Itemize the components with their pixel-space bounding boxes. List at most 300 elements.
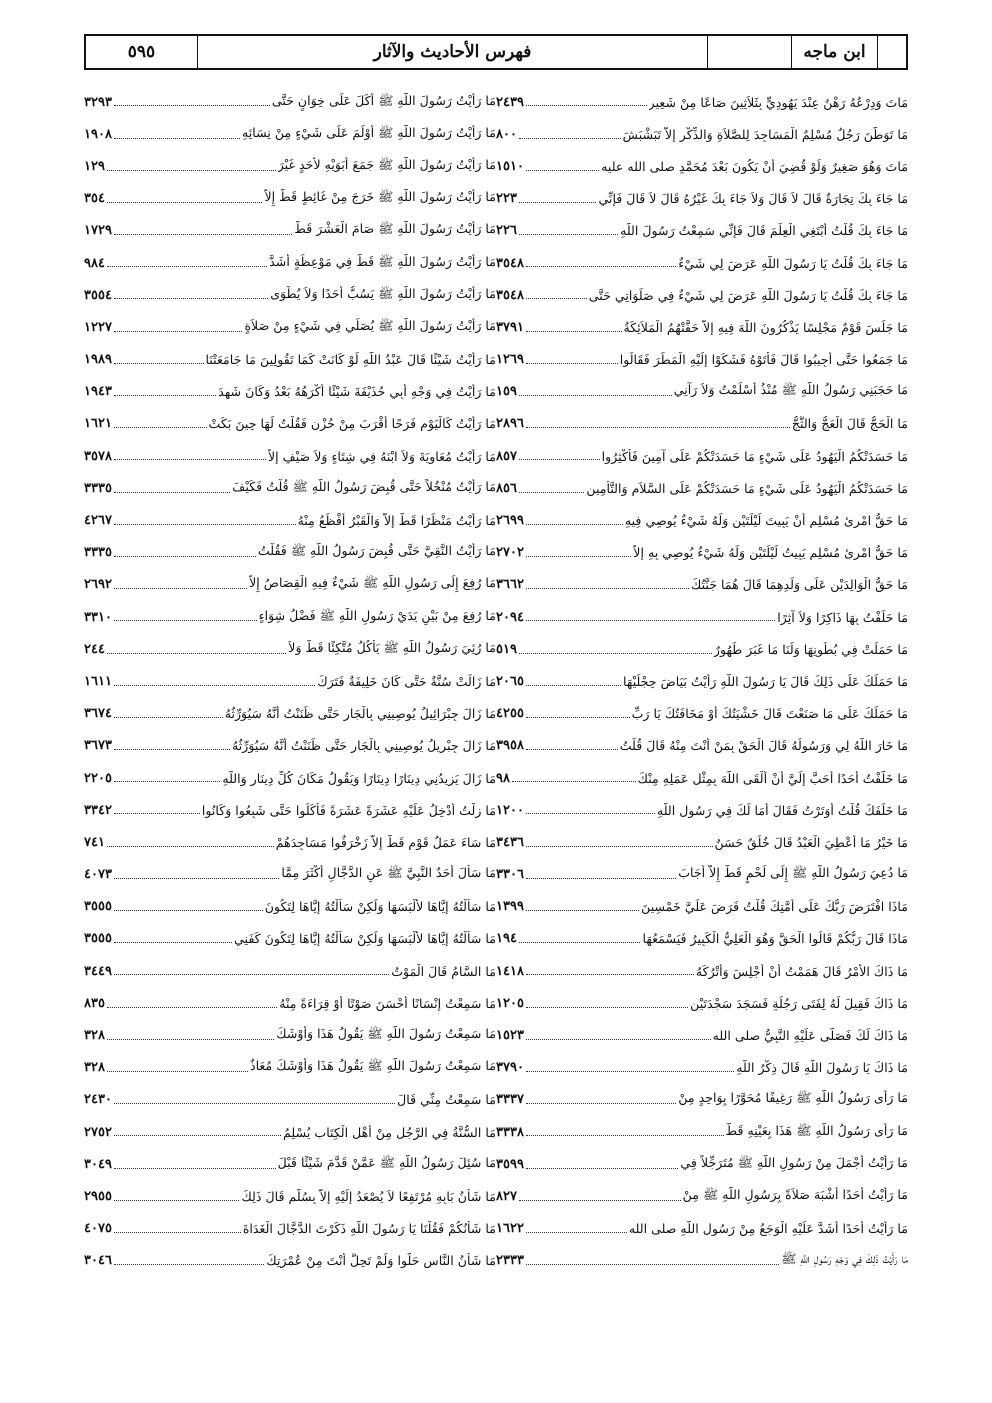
leader-dots bbox=[114, 581, 247, 590]
leader-dots bbox=[114, 130, 240, 139]
index-entry bbox=[496, 1180, 908, 1212]
leader-dots bbox=[526, 516, 623, 525]
leader-dots bbox=[114, 1096, 395, 1105]
index-entry bbox=[496, 1084, 908, 1116]
index-entry bbox=[496, 633, 908, 665]
entry-number: ٣٩٥٨ bbox=[496, 738, 524, 754]
entry-text: مَا السَّامُ قَالَ الْمَوْتُ bbox=[391, 963, 496, 979]
leader-dots bbox=[519, 484, 584, 493]
leader-dots bbox=[114, 516, 296, 525]
leader-dots bbox=[114, 806, 200, 815]
entry-number: ٢٣٣٣ bbox=[496, 1253, 524, 1269]
entry-number: ٤٢٥٥ bbox=[496, 706, 524, 722]
entry-number: ٢٢٣ bbox=[496, 191, 517, 207]
leader-dots bbox=[114, 98, 270, 107]
leader-dots bbox=[114, 1160, 276, 1169]
entry-number: ٢٨٩٦ bbox=[496, 416, 524, 432]
entry-text: مَا رُئِيَ رَسُولُ اللَّهِ ﷺ يَأْكُلُ مُتَّكِئًا قَطُّ وَلاَ bbox=[288, 639, 496, 655]
entry-number: ٣٧٩١ bbox=[496, 319, 524, 335]
entry-number: ٣٥٥٥ bbox=[84, 931, 112, 947]
entry-number: ٣٥٤ bbox=[84, 191, 105, 207]
entry-text: مَا جَلَسَ قَوْمٌ مَجْلِسًا يَذْكُرُونَ اللَّهَ فِيهِ إِلاَّ حَفَّتْهُمُ الْمَلاَئِكَةُ bbox=[623, 319, 908, 335]
entry-number: ٤٢٦٧ bbox=[84, 513, 112, 529]
entry-text: مَا رَأَيْتُ مُعَاوِيَةَ وَلاَ ابْنَهُ فِي شِتَاءٍ وَلاَ صَيْفٍ إِلاَّ bbox=[268, 448, 496, 464]
leader-dots bbox=[114, 742, 230, 751]
entry-text: مَا زَالَ جِبْرَائِيلُ يُوصِينِي بِالْجَارِ حَتَّى ظَنَنْتُ أَنَّهُ سَيُوَرِّثُهُ bbox=[224, 706, 496, 722]
entry-text: مَا جَاءَ بِكَ قُلْتُ يَا رَسُولَ اللَّهِ عَرَضَ لِي شَيْءٌ فِي صَلَوَاتِي حَتَّى bbox=[588, 287, 908, 303]
index-entry bbox=[84, 794, 496, 826]
leader-dots bbox=[114, 1192, 240, 1201]
entry-text: مَا حَقُّ امْرِئٍ مُسْلِمٍ يَبِيتُ لَيْلَتَيْنِ وَلَهُ شَيْءٌ يُوصِي بِهِ إِلاَّ bbox=[633, 545, 908, 561]
index-entry bbox=[496, 472, 908, 504]
entry-number: ١٧٢٩ bbox=[84, 223, 112, 239]
entry-text: مَا شَأْنُكُمْ فَقُلْنَا يَا رَسُولَ اللَّهِ ذَكَرْتَ الدَّجَّالَ الْغَدَاةَ bbox=[242, 1221, 496, 1237]
index-entry bbox=[84, 1116, 496, 1148]
index-entry bbox=[84, 86, 496, 118]
entry-text: مَا رَأَيْتُ أَحَدًا أَشْبَهَ صَلاَةً بِرَسُولِ اللَّهِ ﷺ مِنْ bbox=[682, 1186, 908, 1202]
entry-text: مَا رَأَيْتُ فِي وَجْهِ أَبِي حُذَيْفَةَ شَيْئًا أَكْرَهُهُ بَعْدُ وَكَانَ شَهِدَ bbox=[218, 384, 496, 400]
leader-dots bbox=[114, 1224, 241, 1233]
index-entry bbox=[496, 1019, 908, 1051]
entry-number: ١٥٩ bbox=[496, 384, 517, 400]
entry-number: ٣٦٦٢ bbox=[496, 577, 524, 593]
entry-text: مَا سَمِعْتُ مِنِّي قَالَ bbox=[397, 1092, 496, 1108]
index-entry bbox=[84, 859, 496, 891]
entry-number: ٢٤٣٩ bbox=[496, 94, 524, 110]
index-entry bbox=[496, 698, 908, 730]
index-entry bbox=[84, 762, 496, 794]
entry-text: مَا شَأْنُ النَّاسِ حَلُّوا وَلَمْ تَحِلَّ أَنْتَ مِنْ عُمْرَتِكَ bbox=[266, 1253, 496, 1269]
entry-number: ٣٦٧٤ bbox=[84, 706, 112, 722]
entry-number: ٣٤٣٦ bbox=[496, 834, 524, 850]
entry-text: مَا سَأَلْتُهُ إِيَّاهَا لأَلْبَسَهَا وَلَكِنْ سَأَلْتُهُ إِيَّاهَا لِتَكُونَ كَفَنِي bbox=[234, 931, 496, 947]
index-entry bbox=[84, 279, 496, 311]
entry-text: مَا ذَاكَ لَكَ فَصَلَّى عَلَيْهِ النَّبِيُّ صلى الله bbox=[712, 1028, 908, 1044]
entry-text: مَا خَلَّفْتُ أَحَدًا أَحَبَّ إِلَيَّ أَنْ أَلْقَى اللَّهَ بِمِثْلِ عَمَلِهِ مِنْكَ bbox=[637, 770, 908, 786]
index-entry bbox=[84, 665, 496, 697]
entry-number: ١٦٢٢ bbox=[496, 1221, 524, 1237]
leader-dots bbox=[526, 98, 647, 107]
entry-text: مَا شَأْنُ بَابِهِ مُرْتَفِعًا لاَ يُصْعَدُ إِلَيْهِ إِلاَّ بِسُلَّمٍ قَالَ ذَلِكَ bbox=[241, 1188, 496, 1204]
leader-dots bbox=[114, 709, 223, 718]
index-entry bbox=[84, 1019, 496, 1051]
entry-text: مَا خَيْرُ مَا أُعْطِيَ الْعَبْدُ قَالَ خُلُقٌ حَسَنٌ bbox=[714, 834, 908, 850]
leader-dots bbox=[526, 355, 618, 364]
entry-text: مَا سَمِعْتُ إِنْسَانًا أَحْسَنَ صَوْتًا أَوْ قِرَاءَةً مِنْهُ bbox=[279, 995, 496, 1011]
entry-text: مَا رَأَيْتُ كَالْيَوْمِ فَرَحًا أَقْرَبَ مِنْ حُزْنٍ فَقُلْتُ لَهَا حِينَ بَكَتْ bbox=[208, 416, 496, 432]
index-entry bbox=[496, 923, 908, 955]
leader-dots bbox=[519, 227, 618, 236]
index-entry bbox=[84, 1148, 496, 1180]
entry-text: مَا حَمَلَكَ عَلَى ذَلِكَ قَالَ يَا رَسُولَ اللَّهِ رَأَيْتُ بَيَاضَ حِجْلَيْهَا bbox=[623, 673, 908, 689]
leader-dots bbox=[107, 838, 274, 847]
entry-text: مَا سُئِلَ رَسُولُ اللَّهِ ﷺ عَمَّنْ قَدَّمَ شَيْئًا قَبْلَ bbox=[277, 1154, 496, 1170]
leader-dots bbox=[519, 935, 641, 944]
entry-text: مَا زِلْتُ أُدْخِلُ عَلَيْهِ عَشَرَةً عَشَرَةً فَأَكَلُوا حَتَّى شَبِعُوا وَكَانُوا bbox=[201, 802, 496, 818]
leader-dots bbox=[526, 548, 631, 557]
entry-number: ٣٢٩٣ bbox=[84, 94, 112, 110]
index-entry bbox=[84, 826, 496, 858]
entry-number: ٣٣٤٢ bbox=[84, 802, 112, 818]
leader-dots bbox=[107, 1031, 274, 1040]
entry-text: مَا تَوَطَّنَ رَجُلٌ مُسْلِمٌ الْمَسَاجِدَ لِلصَّلاَةِ وَالذِّكْرِ إِلاَّ تَبَشْبَشَ bbox=[622, 126, 908, 142]
index-entry bbox=[84, 633, 496, 665]
entry-text: مَا حَقُّ الْوَالِدَيْنِ عَلَى وَلَدِهِمَا قَالَ هُمَا جَنَّتُكَ bbox=[690, 577, 908, 593]
entry-text: مَاذَا قَالَ رَبُّكُمْ قَالُوا الْحَقَّ وَهُوَ الْعَلِيُّ الْكَبِيرُ فَيَسْمَعُهَا bbox=[642, 931, 908, 947]
index-entry bbox=[496, 440, 908, 472]
index-entry bbox=[84, 923, 496, 955]
leader-dots bbox=[526, 838, 713, 847]
entry-number: ٣٣٣٥ bbox=[84, 480, 112, 496]
entry-text: مَا رَأَيْتُ أَجْمَلَ مِنْ رَسُولِ اللَّهِ ﷺ مُتَرَجِّلاً فِي bbox=[680, 1154, 908, 1170]
index-entry bbox=[496, 504, 908, 536]
leader-dots bbox=[114, 1128, 281, 1137]
index-entry bbox=[84, 118, 496, 150]
entry-text: مَا حَلَفْتُ بِهَا ذَاكِرًا وَلاَ آثِرًا bbox=[777, 609, 908, 625]
entry-number: ١٦٢١ bbox=[84, 416, 112, 432]
index-entry bbox=[496, 987, 908, 1019]
entry-text: مَا جَاءَ بِكَ تِجَارَةٌ قَالَ لاَ قَالَ وَلاَ جَاءَ بِكَ غَيْرُهُ قَالَ لاَ قَالَ فَإِنِّي bbox=[598, 191, 908, 207]
entry-number: ٢٦٩٩ bbox=[496, 513, 524, 529]
page-number: ٥٩٥ bbox=[86, 36, 198, 68]
entry-text: مَا جَاءَ بِكَ قُلْتُ يَا رَسُولَ اللَّهِ عَرَضَ لِي شَيْءٌ bbox=[678, 255, 908, 271]
entry-number: ٨٢٧ bbox=[496, 1188, 517, 1204]
leader-dots bbox=[114, 323, 243, 332]
index-entry bbox=[496, 826, 908, 858]
index-entry bbox=[496, 1213, 908, 1245]
entry-text: مَا الْحَجُّ قَالَ الْعَجُّ وَالثَّجُّ bbox=[791, 416, 908, 432]
page-header bbox=[84, 34, 908, 70]
right-column bbox=[496, 86, 908, 1366]
index-entry bbox=[496, 247, 908, 279]
leader-dots bbox=[526, 259, 676, 268]
entry-text: مَا حَسَدَتْكُمُ الْيَهُودُ عَلَى شَيْءٍ مَا حَسَدَتْكُمْ عَلَى السَّلاَمِ وَالتَّأْمِينِ bbox=[586, 480, 908, 496]
index-entry bbox=[84, 891, 496, 923]
index-entry bbox=[84, 247, 496, 279]
index-entry bbox=[84, 1213, 496, 1245]
leader-dots bbox=[526, 291, 587, 300]
index-entry bbox=[496, 859, 908, 891]
entry-text: مَا سَمِعْتُ رَسُولَ اللَّهِ ﷺ يَقُولُ هَذَا وَأَوْشَكَ مُعَاذٌ bbox=[249, 1058, 496, 1074]
entry-number: ٣٣٣٧ bbox=[496, 1092, 524, 1108]
leader-dots bbox=[519, 388, 672, 397]
index-entry bbox=[84, 344, 496, 376]
entry-number: ٤٠٧٣ bbox=[84, 867, 112, 883]
leader-dots bbox=[526, 613, 775, 622]
entry-number: ٩٨٤ bbox=[84, 255, 105, 271]
index-entry bbox=[496, 1116, 908, 1148]
entry-text: مَا جَمَعُوا حَتَّى أُجِيبُوا قَالَ فَأَتَوْهُ فَشَكَوْا إِلَيْهِ الْمَطَرَ فَقَالُوا bbox=[619, 352, 908, 368]
entry-text: مَا رَأَيْتُ شَيْئًا قَالَ عَبْدُ اللَّهِ لَوْ كَانَتْ كَمَا تَقُولِينَ مَا جَامَعَتْنَا bbox=[205, 352, 496, 368]
entry-text: مَا زَالَ جِبْرِيلُ يُوصِينِي بِالْجَارِ حَتَّى ظَنَنْتُ أَنَّهُ سَيُوَرِّثُهُ bbox=[232, 738, 496, 754]
entry-number: ٣٢٨ bbox=[84, 1060, 105, 1076]
leader-dots bbox=[519, 1192, 681, 1201]
entry-text: مَا رَأَيْتُ رَسُولَ اللَّهِ ﷺ أَوْلَمَ عَلَى شَيْءٍ مِنْ نِسَائِهِ bbox=[242, 124, 496, 140]
leader-dots bbox=[526, 806, 655, 815]
entry-text: مَا زَالَتْ سُنَّةٌ حَتَّى كَانَ خَلِيفَةٌ فَتَرَكَ bbox=[317, 673, 496, 689]
entry-number: ٢٧٥٢ bbox=[84, 1124, 112, 1140]
leader-dots bbox=[526, 709, 630, 718]
entry-number: ٨٥٦ bbox=[496, 480, 517, 496]
leader-dots bbox=[107, 162, 276, 171]
entry-number: ٣٥٧٨ bbox=[84, 448, 112, 464]
entry-number: ٣٥٤٨ bbox=[496, 255, 524, 271]
entry-text: مَا خَلَفَكَ قُلْتُ أَوَتَرْتُ فَقَالَ أَمَا لَكَ فِي رَسُولِ اللَّهِ bbox=[657, 802, 908, 818]
entry-text: مَا السُّنَّةُ فِي الرَّجُلِ مِنْ أَهْلِ الْكِتَابِ يُسْلِمُ bbox=[283, 1124, 496, 1140]
leader-dots bbox=[526, 1096, 676, 1105]
index-entry bbox=[84, 150, 496, 182]
index-entry bbox=[496, 665, 908, 697]
leader-dots bbox=[526, 967, 694, 976]
entry-text: مَا رَأَيْتُ رَسُولَ اللَّهِ ﷺ أَكَلَ عَلَى خِوَانٍ حَتَّى bbox=[271, 92, 496, 108]
leader-dots bbox=[114, 484, 230, 493]
leader-dots bbox=[114, 1257, 264, 1266]
entry-number: ١٩٨٩ bbox=[84, 352, 112, 368]
entry-number: ١٦١١ bbox=[84, 673, 112, 689]
entry-text: مَا سَأَلَ أَحَدٌ النَّبِيَّ ﷺ عَنِ الدَّجَّالِ أَكْثَرَ مِمَّا bbox=[281, 865, 496, 881]
index-entry bbox=[496, 279, 908, 311]
index-entry bbox=[496, 215, 908, 247]
index-entry bbox=[496, 311, 908, 343]
index-entry bbox=[84, 504, 496, 536]
index-entry bbox=[84, 1052, 496, 1084]
index-entry bbox=[496, 183, 908, 215]
entry-text: مَا حَقُّ امْرِئٍ مُسْلِمٍ أَنْ يَبِيتَ لَيْلَتَيْنِ وَلَهُ شَيْءٌ يُوصِي فِيهِ bbox=[624, 513, 908, 529]
leader-dots bbox=[526, 1063, 734, 1072]
leader-dots bbox=[114, 903, 263, 912]
header-empty-cell bbox=[708, 36, 792, 68]
entry-text: مَا سَمِعْتُ رَسُولَ اللَّهِ ﷺ يَقُولُ هَذَا وَأَوْشَكَ bbox=[276, 1026, 496, 1042]
entry-text: مَاتَ وَدِرْعُهُ رَهْنٌ عِنْدَ يَهُودِيٍّ بِثَلاَثِينَ صَاعًا مِنْ شَعِيرٍ bbox=[648, 94, 908, 110]
index-entry bbox=[496, 86, 908, 118]
header-corner-cell bbox=[878, 36, 906, 68]
leader-dots bbox=[114, 291, 268, 300]
left-column bbox=[84, 86, 496, 1366]
entry-number: ٣٣٠٦ bbox=[496, 867, 524, 883]
entry-number: ٨٣٥ bbox=[84, 995, 105, 1011]
entry-text: مَا ذَاكَ يَا رَسُولَ اللَّهِ قَالَ ذِكْرُ اللَّهِ bbox=[736, 1060, 908, 1076]
index-entry bbox=[496, 955, 908, 987]
leader-dots bbox=[519, 452, 600, 461]
entry-number: ٣٣٣٨ bbox=[496, 1124, 524, 1140]
entry-text: مَا رَأَيْتُ مَنْظَرًا قَطُّ إِلاَّ وَالْقَبْرُ أَفْظَعُ مِنْهُ bbox=[297, 513, 496, 529]
entry-text: مَا سَأَلْتُهُ إِيَّاهَا لأَلْبَسَهَا وَلَكِنْ سَأَلْتُهُ إِيَّاهَا لِتَكُونَ bbox=[264, 899, 496, 915]
entry-text: مَا حَمَلَتْ فِي بُطُونِهَا وَلَنَا مَا غَبَرَ طَهُورٌ bbox=[713, 641, 908, 657]
entry-text: مَا رَأَيْتُ رَسُولَ اللَّهِ ﷺ جَمَعَ أَبَوَيْهِ لأَحَدٍ غَيْرَ bbox=[277, 156, 496, 172]
entry-number: ٢٢٠٥ bbox=[84, 770, 112, 786]
leader-dots bbox=[526, 323, 622, 332]
index-entry bbox=[496, 1052, 908, 1084]
index-entry bbox=[496, 118, 908, 150]
entry-text: مَا رَأَيْتُ مُنْخُلاً حَتَّى قُبِضَ رَسُولُ اللَّهِ ﷺ قُلْتُ فَكَيْفَ bbox=[232, 478, 496, 494]
book-name: ابن ماجه bbox=[792, 36, 878, 68]
leader-dots bbox=[526, 1128, 724, 1137]
page-title: فهرس الأحاديث والآثار bbox=[198, 36, 708, 68]
entry-number: ٧٤١ bbox=[84, 834, 105, 850]
entry-number: ١٢٩ bbox=[84, 158, 105, 174]
entry-text: مَا رَأَيْتُ رَسُولَ اللَّهِ ﷺ صَامَ الْعَشْرَ قَطُّ bbox=[294, 221, 496, 237]
entry-number: ١٤١٨ bbox=[496, 963, 524, 979]
entry-number: ١٥٢٣ bbox=[496, 1028, 524, 1044]
leader-dots bbox=[526, 1031, 711, 1040]
index-entry bbox=[84, 730, 496, 762]
entry-text: مَا رُفِعَ مِنْ بَيْنِ يَدَيْ رَسُولِ اللَّهِ ﷺ فَضْلُ شِوَاءٍ bbox=[258, 607, 496, 623]
leader-dots bbox=[512, 774, 636, 783]
entry-number: ٢٠٦٥ bbox=[496, 673, 524, 689]
leader-dots bbox=[526, 903, 639, 912]
entry-number: ٣٢٨ bbox=[84, 1028, 105, 1044]
leader-dots bbox=[526, 162, 599, 171]
index-entry bbox=[84, 215, 496, 247]
index-entry bbox=[84, 698, 496, 730]
entry-number: ٢٠٩٤ bbox=[496, 609, 524, 625]
index-entry bbox=[84, 955, 496, 987]
leader-dots bbox=[526, 420, 790, 429]
entry-number: ٨٥٧ bbox=[496, 448, 517, 464]
index-columns bbox=[84, 86, 908, 1366]
leader-dots bbox=[526, 581, 689, 590]
entry-text: مَا ذَاكَ الأَمْرُ قَالَ هَمَمْتُ أَنْ أَجْلِسَ وَأَتْرُكَهُ bbox=[695, 963, 908, 979]
entry-number: ٥١٩ bbox=[496, 641, 517, 657]
entry-number: ٢٢٦ bbox=[496, 223, 517, 239]
entry-number: ٣٥٤٨ bbox=[496, 287, 524, 303]
entry-number: ٢٤٣٠ bbox=[84, 1092, 112, 1108]
leader-dots bbox=[107, 194, 262, 203]
entry-text: مَا رَأَى رَسُولُ اللَّهِ ﷺ رَغِيفًا مُحَوَّرًا بِوَاحِدٍ مِنْ bbox=[678, 1090, 908, 1106]
index-entry bbox=[84, 537, 496, 569]
leader-dots bbox=[114, 774, 220, 783]
entry-text: مَاتَ وَهُوَ صَغِيرٌ وَلَوْ قُضِيَ أَنْ يَكُونَ بَعْدَ مُحَمَّدٍ صلى الله عليه bbox=[601, 158, 908, 174]
leader-dots bbox=[114, 355, 204, 364]
leader-dots bbox=[114, 420, 207, 429]
leader-dots bbox=[114, 452, 266, 461]
entry-text: مَا رَأَيْتُ رَسُولَ اللَّهِ ﷺ يُصَلِّي فِي شَيْءٍ مِنْ صَلاَةٍ bbox=[244, 317, 496, 333]
leader-dots bbox=[526, 1160, 678, 1169]
index-entry bbox=[496, 891, 908, 923]
entry-number: ٣٥٥٤ bbox=[84, 287, 112, 303]
index-entry bbox=[84, 1084, 496, 1116]
entry-text: مَا رَأَى رَسُولُ اللَّهِ ﷺ هَذَا بِعَيْنِهِ قَطُّ bbox=[725, 1122, 908, 1138]
index-entry bbox=[496, 376, 908, 408]
index-entry bbox=[84, 1180, 496, 1212]
leader-dots bbox=[526, 870, 676, 879]
leader-dots bbox=[107, 259, 267, 268]
leader-dots bbox=[526, 677, 621, 686]
leader-dots bbox=[519, 130, 621, 139]
index-entry bbox=[84, 601, 496, 633]
entry-number: ٣٠٤٦ bbox=[84, 1253, 112, 1269]
entry-number: ١٩٤ bbox=[496, 931, 517, 947]
entry-number: ١٢٠٠ bbox=[496, 802, 524, 818]
leader-dots bbox=[114, 227, 292, 236]
entry-number: ٣٠٤٩ bbox=[84, 1156, 112, 1172]
entry-number: ٣٥٩٩ bbox=[496, 1156, 524, 1172]
index-entry bbox=[84, 987, 496, 1019]
entry-text: مَا سَاءَ عَمَلُ قَوْمٍ قَطُّ إِلاَّ زَخْرَفُوا مَسَاجِدَهُمْ bbox=[275, 834, 496, 850]
leader-dots bbox=[526, 1257, 779, 1266]
leader-dots bbox=[114, 388, 216, 397]
entry-number: ٢٧٠٢ bbox=[496, 545, 524, 561]
entry-number: ٢٤٤ bbox=[84, 641, 105, 657]
index-entry bbox=[496, 344, 908, 376]
index-entry bbox=[84, 376, 496, 408]
entry-number: ٨٠٠ bbox=[496, 126, 517, 142]
entry-text: مَا رَأَيْتُ رَسُولَ اللَّهِ ﷺ خَرَجَ مِنْ غَائِطٍ قَطُّ إِلاَّ bbox=[264, 189, 496, 205]
leader-dots bbox=[526, 999, 688, 1008]
entry-text: مَا حَجَبَنِي رَسُولُ اللَّهِ ﷺ مُنْذُ أَسْلَمْتُ وَلاَ رَآنِي bbox=[673, 382, 908, 398]
entry-number: ١٥١٠ bbox=[496, 158, 524, 174]
entry-number: ١٩٤٣ bbox=[84, 384, 112, 400]
index-entry bbox=[496, 569, 908, 601]
entry-text: مَا رَأَيْتُ ذَلِكَ فِي وَجْهِ رَسُولِ اللَّهِ ﷺ bbox=[781, 1251, 908, 1267]
entry-number: ١٢٢٧ bbox=[84, 319, 112, 335]
leader-dots bbox=[519, 194, 596, 203]
leader-dots bbox=[107, 645, 286, 654]
index-entry bbox=[496, 1245, 908, 1277]
index-entry bbox=[496, 730, 908, 762]
entry-number: ٩٨ bbox=[496, 770, 510, 786]
leader-dots bbox=[114, 967, 389, 976]
entry-text: مَا حَمَلَكَ عَلَى مَا صَنَعْتَ قَالَ خَشْيَتُكَ أَوْ مَخَافَتُكَ يَا رَبِّ bbox=[631, 706, 908, 722]
index-entry bbox=[496, 601, 908, 633]
index-entry bbox=[84, 472, 496, 504]
leader-dots bbox=[114, 613, 257, 622]
entry-number: ٢٩٥٥ bbox=[84, 1188, 112, 1204]
entry-text: مَا رَأَيْتُ رَسُولَ اللَّهِ ﷺ قَطُّ فِي مَوْعِظَةٍ أَشَدَّ bbox=[269, 253, 496, 269]
leader-dots bbox=[107, 999, 277, 1008]
entry-text: مَا جَاءَ بِكَ قُلْتُ أَبْتَغِي الْعِلْمَ قَالَ فَإِنِّي سَمِعْتُ رَسُولَ اللَّهِ bbox=[620, 223, 908, 239]
index-entry bbox=[496, 1148, 908, 1180]
index-entry bbox=[84, 408, 496, 440]
entry-text: مَا حَسَدَتْكُمُ الْيَهُودُ عَلَى شَيْءٍ مَا حَسَدَتْكُمْ عَلَى آمِينَ فَأَكْثِرُوا bbox=[601, 448, 908, 464]
index-entry bbox=[84, 183, 496, 215]
entry-text: مَا زَالَ يَزِيدُنِي دِينَارًا دِينَارًا وَيَقُولُ مَكَانَ كُلِّ دِينَارٍ وَاللَّهِ bbox=[222, 770, 496, 786]
index-entry bbox=[496, 762, 908, 794]
index-entry bbox=[496, 408, 908, 440]
entry-number: ٢٦٩٢ bbox=[84, 577, 112, 593]
index-entry bbox=[84, 440, 496, 472]
entry-number: ١٢٠٥ bbox=[496, 995, 524, 1011]
entry-number: ٣٣٣٥ bbox=[84, 545, 112, 561]
entry-text: مَا رَأَيْتُ أَحَدًا أَشَدَّ عَلَيْهِ الْوَجَعُ مِنْ رَسُولِ اللَّهِ صلى الله bbox=[628, 1221, 908, 1237]
leader-dots bbox=[114, 870, 279, 879]
entry-text: مَا رُفِعَ إِلَى رَسُولِ اللَّهِ ﷺ شَيْءٌ فِيهِ الْقِصَاصُ إِلاَّ bbox=[249, 575, 496, 591]
entry-number: ١٢٦٩ bbox=[496, 352, 524, 368]
entry-text: مَا رَأَيْتُ النَّقِيَّ حَتَّى قُبِضَ رَسُولُ اللَّهِ ﷺ فَقُلْتُ bbox=[257, 543, 496, 559]
entry-number: ٣٥٥٥ bbox=[84, 899, 112, 915]
leader-dots bbox=[114, 935, 232, 944]
index-entry bbox=[496, 150, 908, 182]
entry-text: مَا رَأَيْتُ رَسُولَ اللَّهِ ﷺ يَسُبُّ أَحَدًا وَلاَ يُطْوَى bbox=[270, 285, 496, 301]
entry-text: مَا دُعِيَ رَسُولُ اللَّهِ ﷺ إِلَى لَحْمٍ قَطُّ إِلاَّ أَجَابَ bbox=[678, 865, 908, 881]
leader-dots bbox=[107, 1063, 248, 1072]
index-entry bbox=[84, 569, 496, 601]
index-entry bbox=[496, 794, 908, 826]
index-entry bbox=[84, 1245, 496, 1277]
leader-dots bbox=[114, 677, 315, 686]
entry-number: ١٩٠٨ bbox=[84, 126, 112, 142]
leader-dots bbox=[526, 742, 618, 751]
entry-number: ٤٠٧٥ bbox=[84, 1221, 112, 1237]
entry-text: مَاذَا افْتَرَضَ رَبُّكَ عَلَى أُمَّتِكَ قُلْتُ فَرَضَ عَلَيَّ خَمْسِينَ bbox=[641, 899, 908, 915]
index-entry bbox=[496, 537, 908, 569]
entry-text: مَا ذَاكَ فَقِيلَ لَهُ لِفَتَى رَجُلَةٍ فَسَجَدَ سَجْدَتَيْنِ bbox=[690, 995, 908, 1011]
entry-number: ٣٧٩٠ bbox=[496, 1060, 524, 1076]
entry-number: ٣٦٧٣ bbox=[84, 738, 112, 754]
entry-number: ٣٣١٠ bbox=[84, 609, 112, 625]
leader-dots bbox=[519, 645, 712, 654]
leader-dots bbox=[526, 1224, 627, 1233]
